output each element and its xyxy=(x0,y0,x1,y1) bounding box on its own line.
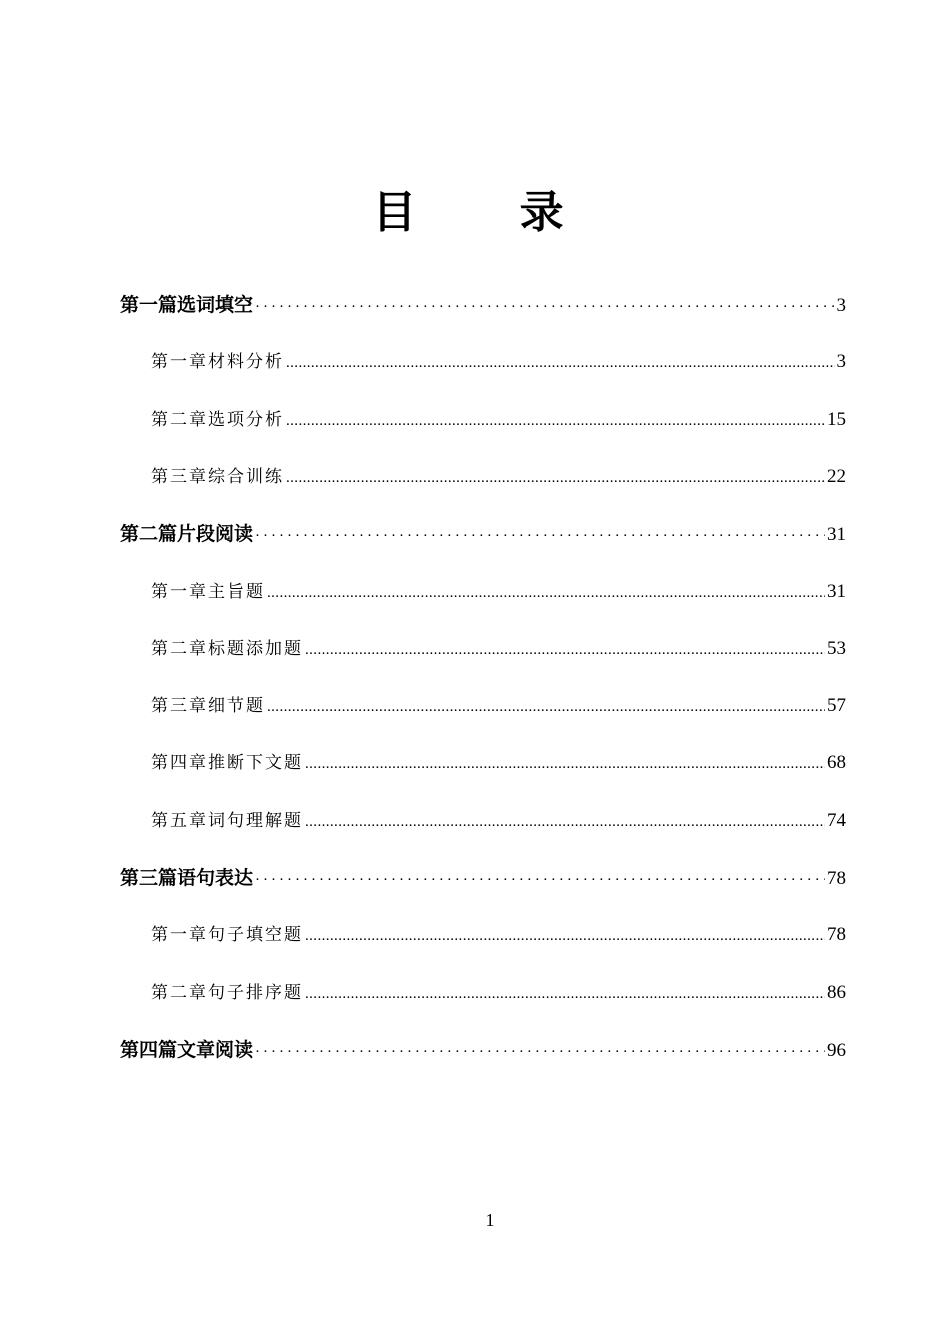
toc-entry-title: 综合训练 xyxy=(208,466,284,487)
toc-entry-number: 第四章 xyxy=(151,753,208,774)
dot-leader xyxy=(286,406,825,436)
toc-entry-title: 句子填空题 xyxy=(208,925,303,946)
toc-chapter-entry[interactable] xyxy=(151,748,846,778)
dot-leader xyxy=(305,921,825,951)
dot-leader xyxy=(286,348,835,378)
toc-entry-title: 语句表达 xyxy=(177,867,254,889)
toc-chapter-entry[interactable] xyxy=(151,691,846,721)
dot-leader xyxy=(286,463,825,493)
toc-part-entry[interactable] xyxy=(120,1035,846,1065)
dot-leader xyxy=(255,865,825,895)
toc-entry-number: 第四篇 xyxy=(120,1038,178,1061)
toc-entry-title: 细节题 xyxy=(208,696,265,717)
toc-chapter-entry[interactable] xyxy=(151,462,846,492)
toc-entry-title: 选项分析 xyxy=(208,409,284,430)
toc-entry-number: 第一章 xyxy=(151,352,208,373)
toc-entry-title: 选词填空 xyxy=(177,294,254,316)
toc-entry-page-number: 96 xyxy=(827,1039,846,1061)
toc-entry-number: 第二章 xyxy=(151,409,208,430)
toc-chapter-entry[interactable] xyxy=(151,347,846,377)
dot-leader xyxy=(255,292,834,322)
toc-entry-page-number: 53 xyxy=(827,637,846,659)
page-title: 目 录 xyxy=(372,187,608,238)
dot-leader xyxy=(267,578,825,608)
toc-entry-title: 文章阅读 xyxy=(177,1038,254,1061)
toc-entry-page-number: 86 xyxy=(827,981,846,1003)
dot-leader xyxy=(305,979,825,1009)
toc-entry-number: 第三篇 xyxy=(120,867,178,889)
page-number: 1 xyxy=(485,1210,495,1230)
toc-entry-title: 片段阅读 xyxy=(177,523,254,546)
toc-entry-page-number: 31 xyxy=(827,580,846,602)
toc-chapter-entry[interactable] xyxy=(151,806,846,836)
dot-leader xyxy=(267,692,825,722)
toc-entry-title: 主旨题 xyxy=(208,581,265,602)
toc-entry-page-number: 74 xyxy=(827,809,846,831)
dot-leader xyxy=(305,635,825,665)
toc-entry-number: 第一章 xyxy=(151,925,208,946)
toc-entry-page-number: 57 xyxy=(827,695,846,717)
toc-entry-page-number: 78 xyxy=(827,868,846,889)
toc-entry-title: 标题添加题 xyxy=(208,638,303,659)
toc-entry-number: 第二篇 xyxy=(120,523,178,546)
toc-chapter-entry[interactable] xyxy=(151,577,846,607)
dot-leader xyxy=(305,749,825,779)
toc-entry-number: 第三章 xyxy=(151,696,208,717)
toc-chapter-entry[interactable] xyxy=(151,920,846,950)
toc-entry-title: 材料分析 xyxy=(208,352,284,373)
toc-chapter-entry[interactable] xyxy=(151,405,846,435)
toc-entry-page-number: 3 xyxy=(836,351,846,373)
toc-part-entry[interactable] xyxy=(120,290,846,320)
toc-entry-page-number: 68 xyxy=(827,752,846,774)
toc-entry-number: 第二章 xyxy=(151,982,208,1003)
toc-entry-title: 句子排序题 xyxy=(208,982,303,1003)
toc-chapter-entry[interactable] xyxy=(151,634,846,664)
toc-entry-number: 第五章 xyxy=(151,810,208,831)
toc-entry-page-number: 78 xyxy=(827,924,846,946)
toc-entry-number: 第三章 xyxy=(151,466,208,487)
dot-leader xyxy=(305,807,825,837)
dot-leader xyxy=(255,1037,825,1067)
toc-entry-title: 推断下文题 xyxy=(208,753,303,774)
dot-leader xyxy=(255,521,825,551)
toc-entry-page-number: 3 xyxy=(836,295,846,316)
toc-part-entry[interactable] xyxy=(120,863,846,893)
toc-entry-title: 词句理解题 xyxy=(208,810,303,831)
toc-entry-page-number: 31 xyxy=(827,524,846,546)
toc-entry-page-number: 15 xyxy=(827,408,846,430)
toc-entry-number: 第一章 xyxy=(151,581,208,602)
toc-entry-number: 第二章 xyxy=(151,638,208,659)
toc-chapter-entry[interactable] xyxy=(151,978,846,1008)
toc-part-entry[interactable] xyxy=(120,519,846,549)
toc-entry-page-number: 22 xyxy=(827,465,846,487)
toc-entry-number: 第一篇 xyxy=(120,294,178,316)
